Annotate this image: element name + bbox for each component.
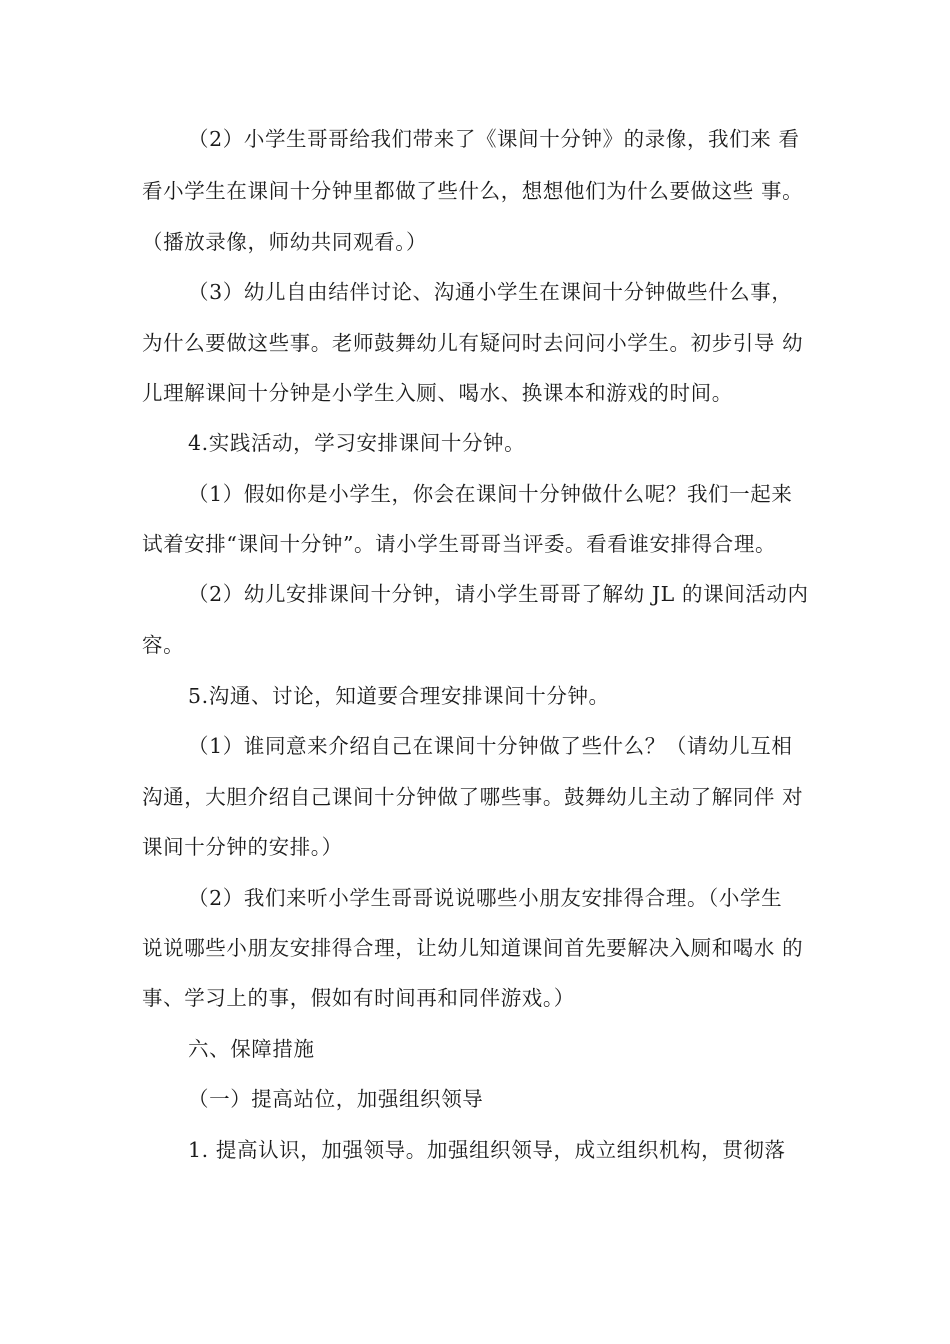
paragraph-line: 试着安排“课间十分钟”。请小学生哥哥当评委。看看谁安排得合理。 xyxy=(142,532,777,556)
subsection-heading: （一）提高站位，加强组织领导 xyxy=(188,1087,484,1111)
paragraph-line: 儿理解课间十分钟是小学生入厕、喝水、换课本和游戏的时间。 xyxy=(142,381,733,405)
paragraph-line: 为什么要做这些事。老师鼓舞幼儿有疑问时去问问小学生。初步引导 幼 xyxy=(142,331,804,355)
paragraph-line: （2）幼儿安排课间十分钟，请小学生哥哥了解幼 JL 的课间活动内 xyxy=(188,582,809,606)
section-heading: 4.实践活动，学习安排课间十分钟。 xyxy=(188,431,526,455)
paragraph-line: （3）幼儿自由结伴讨论、沟通小学生在课间十分钟做些什么事， xyxy=(188,280,793,304)
paragraph-line: （2）小学生哥哥给我们带来了《课间十分钟》的录像，我们来 看 xyxy=(188,127,800,151)
paragraph-line: 看小学生在课间十分钟里都做了些什么，想想他们为什么要做这些 事。 xyxy=(142,179,804,203)
paragraph-line: （1）谁同意来介绍自己在课间十分钟做了些什么？（请幼儿互相 xyxy=(188,734,793,758)
paragraph-line: 事、学习上的事，假如有时间再和同伴游戏。） xyxy=(142,986,575,1010)
paragraph-line: 沟通，大胆介绍自己课间十分钟做了哪些事。鼓舞幼儿主动了解同伴 对 xyxy=(142,785,804,809)
section-heading: 5.沟通、讨论，知道要合理安排课间十分钟。 xyxy=(188,684,610,708)
paragraph-line: 课间十分钟的安排。） xyxy=(142,835,343,859)
paragraph-line: 说说哪些小朋友安排得合理，让幼儿知道课间首先要解决入厕和喝水 的 xyxy=(142,936,804,960)
paragraph-line: （1）假如你是小学生，你会在课间十分钟做什么呢？我们一起来 xyxy=(188,482,793,506)
paragraph-line: （播放录像，师幼共同观看。） xyxy=(142,230,428,254)
paragraph-line: （2）我们来听小学生哥哥说说哪些小朋友安排得合理。（小学生 xyxy=(188,886,783,910)
section-heading: 六、保障措施 xyxy=(188,1037,315,1061)
paragraph-line: 容。 xyxy=(142,633,185,657)
paragraph-line: 1. 提高认识，加强领导。加强组织领导，成立组织机构，贯彻落 xyxy=(188,1138,786,1162)
